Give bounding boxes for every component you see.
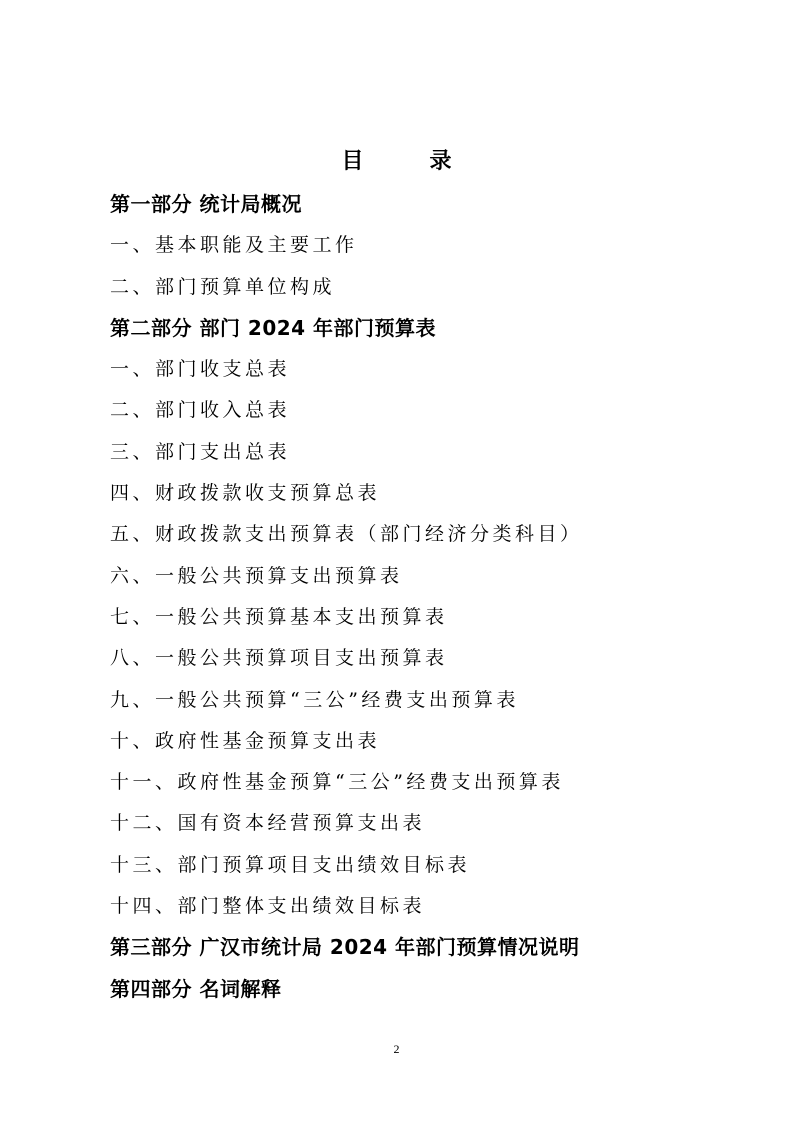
toc-item: 三、部门支出总表 bbox=[110, 440, 291, 463]
toc-item: 九、一般公共预算“三公”经费支出预算表 bbox=[110, 688, 519, 711]
toc-item: 十一、政府性基金预算“三公”经费支出预算表 bbox=[110, 771, 564, 794]
toc-part-2: 第二部分 部门 2024 年部门预算表 bbox=[110, 315, 437, 340]
table-of-contents bbox=[110, 190, 730, 1016]
toc-item: 六、一般公共预算支出预算表 bbox=[110, 564, 403, 587]
toc-item: 五、财政拨款支出预算表（部门经济分类科目） bbox=[110, 523, 583, 546]
toc-item: 十四、部门整体支出绩效目标表 bbox=[110, 895, 426, 918]
toc-item: 一、基本职能及主要工作 bbox=[110, 234, 358, 257]
toc-item: 七、一般公共预算基本支出预算表 bbox=[110, 605, 448, 628]
toc-part-3: 第三部分 广汉市统计局 2024 年部门预算情况说明 bbox=[110, 935, 580, 960]
toc-item: 一、部门收支总表 bbox=[110, 358, 291, 381]
toc-item: 十、政府性基金预算支出表 bbox=[110, 729, 381, 752]
toc-item: 四、财政拨款收支预算总表 bbox=[110, 482, 381, 505]
toc-item: 八、一般公共预算项目支出预算表 bbox=[110, 647, 448, 670]
toc-item: 十三、部门预算项目支出绩效目标表 bbox=[110, 853, 471, 876]
toc-item: 二、部门收入总表 bbox=[110, 399, 291, 422]
toc-item: 十二、国有资本经营预算支出表 bbox=[110, 812, 426, 835]
page-number: 2 bbox=[393, 1042, 400, 1056]
toc-part-1: 第一部分 统计局概况 bbox=[110, 192, 302, 216]
toc-item: 二、部门预算单位构成 bbox=[110, 275, 336, 298]
toc-part-4: 第四部分 名词解释 bbox=[110, 976, 282, 1001]
toc-title: 目 录 bbox=[341, 149, 474, 174]
